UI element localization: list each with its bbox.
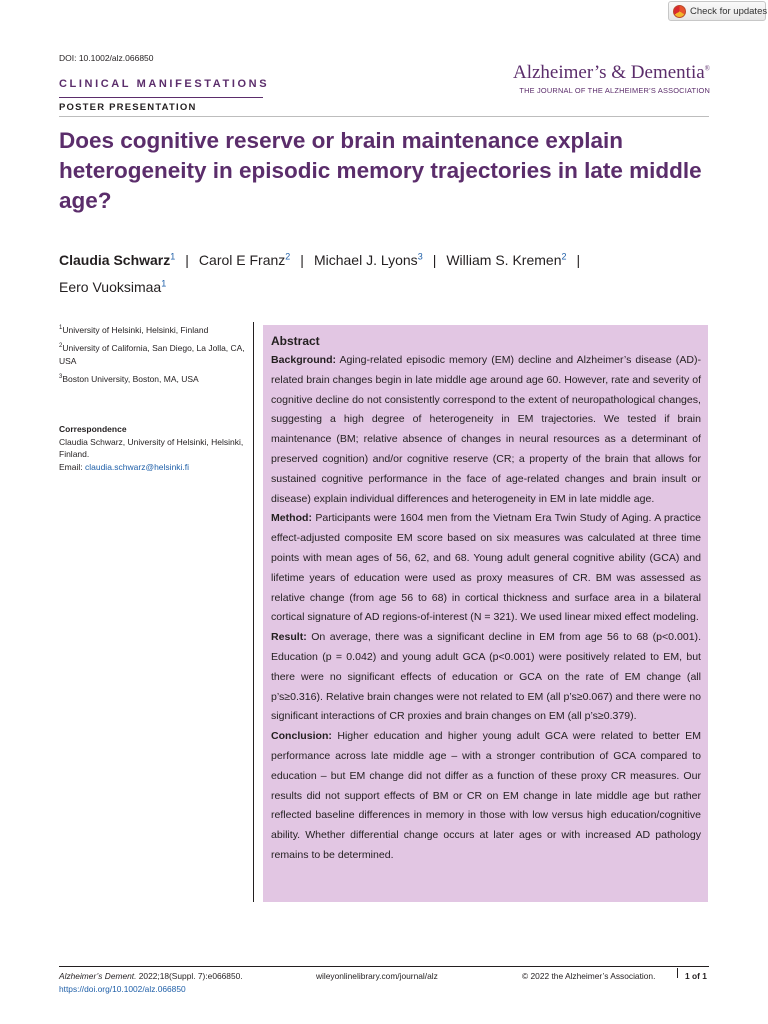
journal-subtitle: THE JOURNAL OF THE ALZHEIMER’S ASSOCIATION <box>519 86 710 95</box>
check-for-updates-label: Check for updates <box>690 5 768 17</box>
footer-doi-link[interactable]: https://doi.org/10.1002/alz.066850 <box>59 984 186 994</box>
author-separator: | <box>300 251 304 268</box>
affiliations-column <box>59 322 249 473</box>
journal-name: Alzheimer’s & Dementia® <box>512 62 710 83</box>
footer-journal-link[interactable]: wileyonlinelibrary.com/journal/alz <box>316 971 438 981</box>
article-title: Does cognitive reserve or brain maintenance explain heterogeneity in episodic memory trajectories in late middle age? <box>59 128 702 213</box>
author-separator: | <box>576 251 581 268</box>
author-list <box>59 244 709 299</box>
footer-page-separator <box>677 968 678 978</box>
correspondence-email-line: Email: claudia.schwarz@helsinki.fi <box>59 461 190 472</box>
author: Carol E Franz$^2$ <box>198 251 291 268</box>
column-divider <box>253 322 254 902</box>
header-divider <box>59 116 709 117</box>
correspondence-text: Claudia Schwarz, University of Helsinki, Helsinki, Finland. <box>59 436 244 460</box>
abstract-background: Background: Aging-related episodic memory (EM) decline and Alzheimer’s disease (AD)-related brain changes begin in late middle age around age 60. However, rate and severity of cognitive decline do not consistently correspond to the extent of neuropathological changes, suggesting a high degree of heterogeneity in EM trajectories. We tested if brain maintenance (BM; relative absence of changes in neural resources as a determinant of preserved cognition) and/or cognitive reserve (CR; a property of the brain that allows for sustained cognitive performance in the face of age-related changes and brain insult or disease) explain individual differences and heterogeneity in EM in late middle age. <box>271 354 701 505</box>
crossmark-icon <box>673 5 686 18</box>
affiliation: $^2$University of California, San Diego, La Jolla, CA, USA <box>59 343 245 366</box>
author: Claudia Schwarz$^1$ <box>59 251 176 268</box>
email-link[interactable]: claudia.schwarz@helsinki.fi <box>84 461 190 472</box>
section-underline <box>59 97 263 98</box>
subsection-heading: POSTER PRESENTATION <box>59 102 197 113</box>
check-for-updates-button[interactable] <box>668 1 766 21</box>
doi-line: DOI: 10.1002/alz.066850 <box>59 53 154 63</box>
affiliation: $^3$Boston University, Boston, MA, USA <box>59 373 199 384</box>
abstract-box <box>263 325 708 902</box>
abstract-result: Result: On average, there was a significant decline in EM from age 56 to 68 (p<0.001). Education (p = 0.042) and young adult GCA (p<0.001) were positively related to EM, but there were no significant effects of education or GCA on the rate of EM change (all p’s≥0.316). Relative brain changes were not related to EM (all p’s≥0.067) and there were no significant interactions of CR proxies and brain changes on EM (all p’s≥0.379). <box>271 631 701 723</box>
author-separator: | <box>432 251 437 268</box>
correspondence-title: Correspondence <box>59 424 127 435</box>
footer-citation: Alzheimer’s Dement. 2022;18(Suppl. 7):e066850. https://doi.org/10.1002/alz.066850 <box>59 971 243 994</box>
page-number: 1 of 1 <box>685 971 707 981</box>
author: Eero Vuoksimaa$^1$ <box>59 278 167 296</box>
author-separator: | <box>185 251 189 268</box>
footer-divider <box>59 966 709 967</box>
author: Michael J. Lyons$^3$ <box>313 251 423 268</box>
author: William S. Kremen$^2$ <box>446 251 567 268</box>
abstract-method: Method: Participants were 1604 men from the Vietnam Era Twin Study of Aging. A practice effect-adjusted composite EM score based on six measures was calculated at three time points with mean ages of 56, 62, and 68. Young adult general cognitive ability (GCA) and lifetime years of education were used as proxy measures of CR. BM was assessed as relative change (from age 56 to 68) in cortical thickness and surface area in a bilateral cortical signature of AD regions-of-interest (N = 321). We used linear mixed effect modeling. <box>271 512 701 624</box>
journal-logo <box>492 62 710 95</box>
affiliation: $^1$University of Helsinki, Helsinki, Finland <box>59 324 209 335</box>
section-heading: CLINICAL MANIFESTATIONS <box>59 78 270 90</box>
footer-copyright: © 2022 the Alzheimer’s Association. <box>522 971 656 981</box>
abstract-heading: Abstract <box>271 334 320 348</box>
abstract-conclusion: Conclusion: Higher education and higher young adult GCA were related to better EM performance across late middle age – with a stronger contribution of GCA compared to education – but EM change did not differ as a function of these proxy CR measures. Our results did not support effects of BM or CR on EM change in late middle age but rather reflected baseline differences in memory in those with low versus high education/cognitive ability. Whether differential change occurs at later ages or with increased AD pathology remains to be determined. <box>271 730 701 861</box>
